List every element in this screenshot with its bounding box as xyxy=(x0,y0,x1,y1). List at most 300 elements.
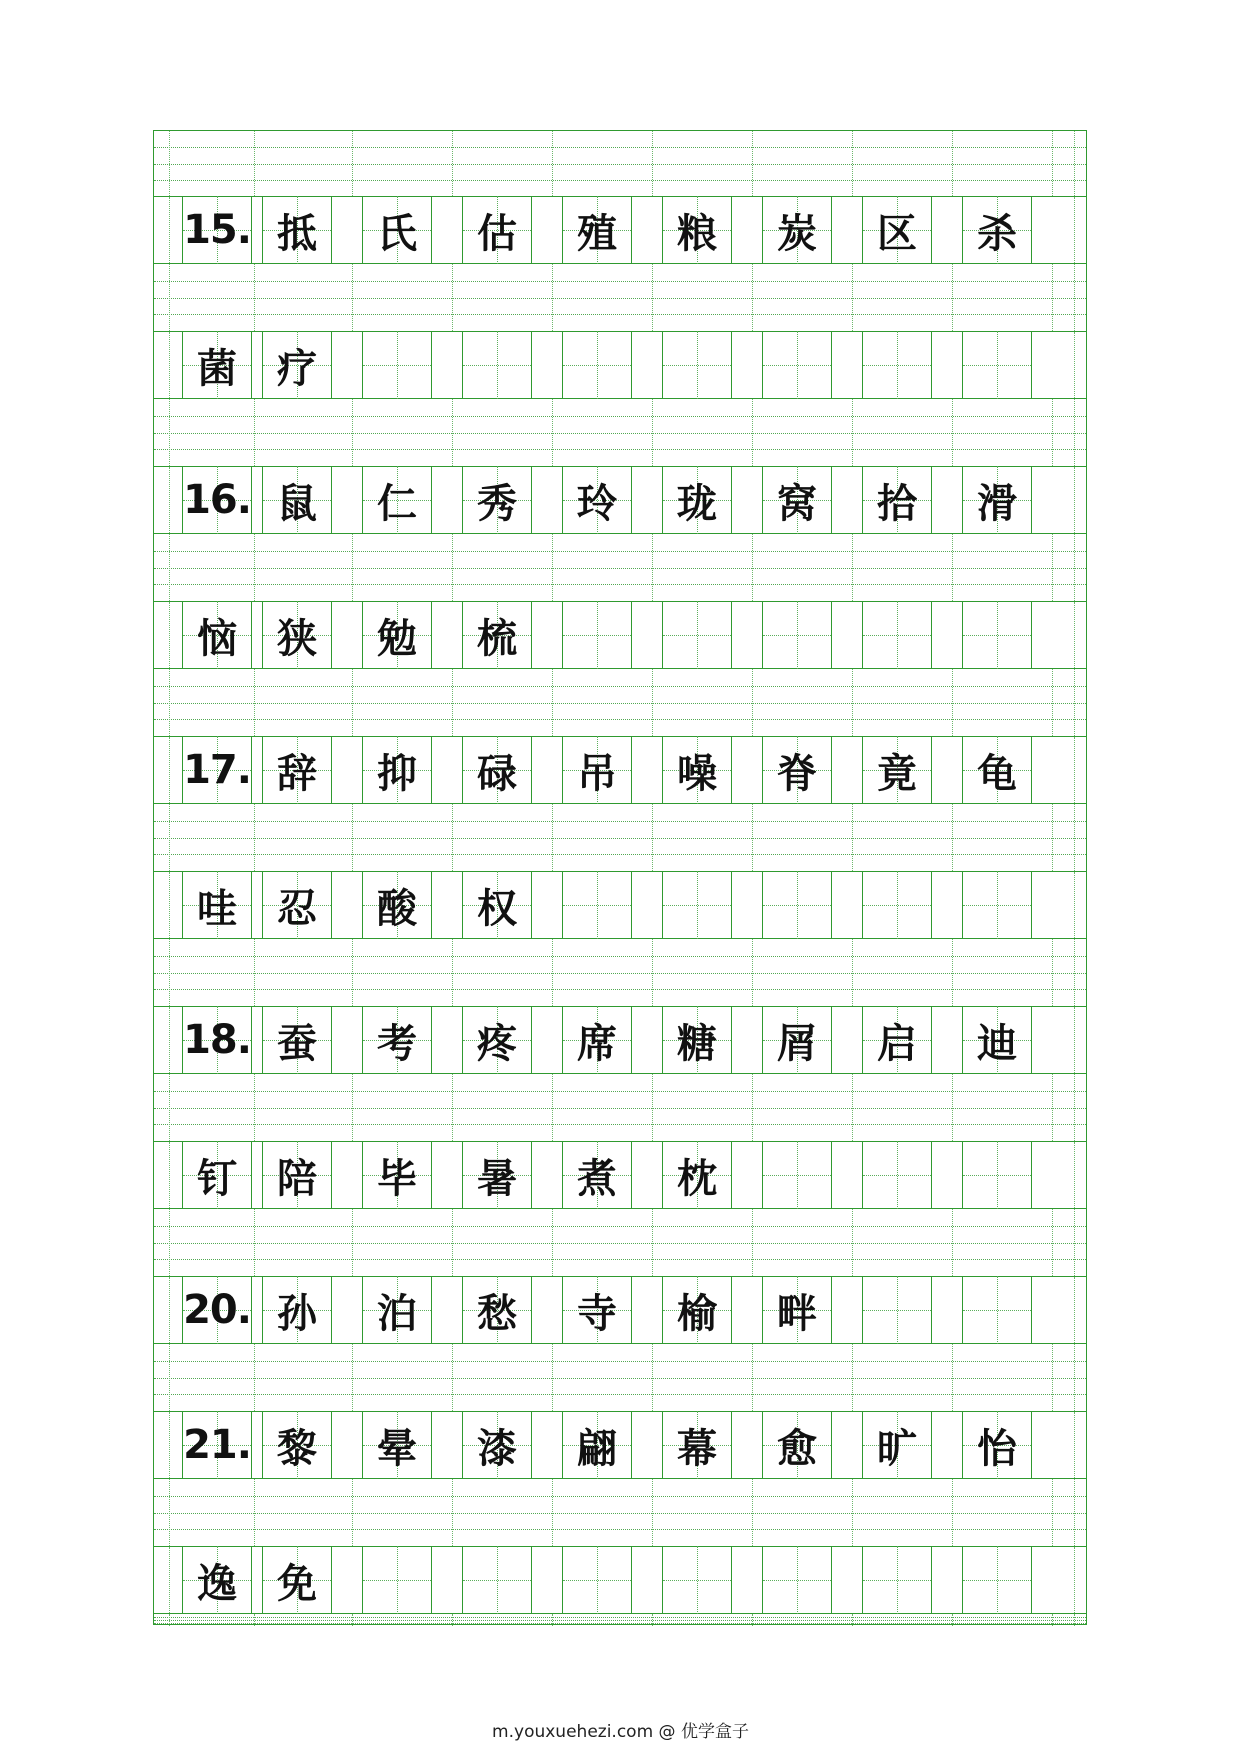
guide-line xyxy=(154,164,1086,165)
cell-guide-v xyxy=(897,601,898,669)
cell-guide-v xyxy=(397,1546,398,1614)
hanzi-character: 哇 xyxy=(197,884,237,932)
guide-tick xyxy=(852,939,853,1006)
gap-guide xyxy=(169,1547,170,1613)
character-cell xyxy=(862,1546,932,1614)
character-cell xyxy=(562,1276,632,1344)
guide-band xyxy=(154,939,1086,1006)
guide-tick xyxy=(952,1344,953,1411)
guide-tick xyxy=(852,399,853,466)
gap-guide xyxy=(169,1007,170,1073)
character-row xyxy=(154,331,1086,399)
guide-tick xyxy=(254,1614,255,1626)
guide-tick xyxy=(752,1614,753,1626)
guide-line xyxy=(154,314,1086,315)
gap-guide xyxy=(1074,332,1075,398)
hanzi-character: 迪 xyxy=(977,1019,1017,1067)
character-cell xyxy=(962,1546,1032,1614)
guide-tick xyxy=(352,1209,353,1276)
gap-guide xyxy=(1074,872,1075,938)
guide-tick xyxy=(752,939,753,1006)
guide-line xyxy=(154,1124,1086,1125)
guide-tick xyxy=(1052,939,1053,1006)
guide-tick xyxy=(169,939,170,1006)
character-cell xyxy=(262,1276,332,1344)
guide-tick xyxy=(254,804,255,871)
guide-tick xyxy=(852,131,853,196)
cell-guide-v xyxy=(997,331,998,399)
guide-line xyxy=(154,180,1086,181)
guide-tick xyxy=(852,534,853,601)
character-row xyxy=(154,871,1086,939)
guide-tick xyxy=(254,131,255,196)
character-cell xyxy=(362,1546,432,1614)
character-cell xyxy=(662,871,732,939)
character-cell xyxy=(262,736,332,804)
guide-line xyxy=(154,821,1086,822)
guide-line xyxy=(154,1108,1086,1109)
guide-line xyxy=(154,1243,1086,1244)
guide-band xyxy=(154,264,1086,331)
cell-guide-v xyxy=(697,601,698,669)
cell-guide-v xyxy=(797,1141,798,1209)
guide-band xyxy=(154,131,1086,196)
hanzi-character: 忍 xyxy=(277,884,317,932)
character-row xyxy=(154,736,1086,804)
guide-tick xyxy=(352,1479,353,1546)
hanzi-character: 席 xyxy=(577,1019,617,1067)
hanzi-character: 启 xyxy=(877,1019,917,1067)
character-cell xyxy=(362,196,432,264)
character-cell xyxy=(962,601,1032,669)
footer-watermark: m.youxuehezi.com @ 优学盒子 xyxy=(492,1722,749,1742)
guide-band xyxy=(154,1209,1086,1276)
character-cell xyxy=(562,871,632,939)
character-cell xyxy=(462,1276,532,1344)
hanzi-character: 榆 xyxy=(677,1289,717,1337)
hanzi-character: 煮 xyxy=(577,1154,617,1202)
gap-guide xyxy=(1074,197,1075,263)
guide-tick xyxy=(254,534,255,601)
guide-tick xyxy=(1074,1479,1075,1546)
guide-tick xyxy=(1052,804,1053,871)
hanzi-character: 抵 xyxy=(277,209,317,257)
cell-guide-v xyxy=(497,331,498,399)
item-number: 21. xyxy=(183,1422,251,1468)
hanzi-character: 杀 xyxy=(977,209,1017,257)
character-cell xyxy=(662,601,732,669)
guide-tick xyxy=(169,131,170,196)
guide-tick xyxy=(752,399,753,466)
guide-tick xyxy=(1052,1209,1053,1276)
hanzi-character: 逸 xyxy=(197,1559,237,1607)
guide-tick xyxy=(652,1479,653,1546)
guide-tick xyxy=(1074,131,1075,196)
gap-guide xyxy=(1074,467,1075,533)
guide-line xyxy=(154,1620,1086,1621)
character-cell xyxy=(362,466,432,534)
cell-guide-v xyxy=(897,871,898,939)
guide-tick xyxy=(352,399,353,466)
writing-grid-sheet xyxy=(153,130,1087,1625)
guide-tick xyxy=(552,1614,553,1626)
cell-guide-v xyxy=(397,331,398,399)
cell-guide-v xyxy=(797,1546,798,1614)
character-cell xyxy=(262,1006,332,1074)
character-cell xyxy=(462,871,532,939)
cell-guide-v xyxy=(997,1546,998,1614)
character-cell xyxy=(862,1006,932,1074)
guide-line xyxy=(154,1378,1086,1379)
guide-tick xyxy=(1074,399,1075,466)
item-number: 16. xyxy=(183,477,251,523)
guide-tick xyxy=(254,939,255,1006)
character-cell xyxy=(962,736,1032,804)
character-cell xyxy=(762,466,832,534)
cell-guide-v xyxy=(697,331,698,399)
cell-guide-v xyxy=(797,601,798,669)
guide-tick xyxy=(852,1209,853,1276)
item-number-cell xyxy=(182,1276,252,1344)
hanzi-character: 鼠 xyxy=(277,479,317,527)
hanzi-character: 怡 xyxy=(977,1424,1017,1472)
character-cell xyxy=(862,1141,932,1209)
guide-tick xyxy=(352,1074,353,1141)
hanzi-character: 疗 xyxy=(277,344,317,392)
gap-guide xyxy=(1074,1007,1075,1073)
hanzi-character: 钉 xyxy=(197,1154,237,1202)
guide-band xyxy=(154,1479,1086,1546)
hanzi-character: 勉 xyxy=(377,614,417,662)
item-number: 20. xyxy=(183,1287,251,1333)
guide-tick xyxy=(752,1209,753,1276)
hanzi-character: 辞 xyxy=(277,749,317,797)
hanzi-character: 梳 xyxy=(477,614,517,662)
guide-line xyxy=(154,838,1086,839)
guide-tick xyxy=(952,1614,953,1626)
guide-tick xyxy=(452,1209,453,1276)
cell-guide-v xyxy=(597,331,598,399)
hanzi-character: 抑 xyxy=(377,749,417,797)
character-cell xyxy=(662,331,732,399)
guide-tick xyxy=(552,939,553,1006)
guide-tick xyxy=(752,669,753,736)
guide-tick xyxy=(552,1344,553,1411)
character-cell xyxy=(862,196,932,264)
character-cell xyxy=(262,331,332,399)
hanzi-character: 免 xyxy=(277,1559,317,1607)
guide-tick xyxy=(552,264,553,331)
cell-guide-v xyxy=(897,331,898,399)
guide-tick xyxy=(1052,1074,1053,1141)
character-cell xyxy=(962,331,1032,399)
guide-tick xyxy=(952,1074,953,1141)
character-row xyxy=(154,1276,1086,1344)
hanzi-character: 权 xyxy=(477,884,517,932)
character-cell xyxy=(762,196,832,264)
item-number-cell xyxy=(182,1006,252,1074)
guide-tick xyxy=(952,534,953,601)
character-cell xyxy=(562,196,632,264)
guide-tick xyxy=(652,264,653,331)
guide-line xyxy=(154,1226,1086,1227)
cell-guide-v xyxy=(597,1546,598,1614)
guide-tick xyxy=(1052,1479,1053,1546)
guide-line xyxy=(154,1361,1086,1362)
guide-tick xyxy=(452,399,453,466)
guide-tick xyxy=(552,131,553,196)
character-cell xyxy=(262,1411,332,1479)
guide-line xyxy=(154,568,1086,569)
hanzi-character: 毕 xyxy=(377,1154,417,1202)
character-cell xyxy=(562,1411,632,1479)
character-cell xyxy=(182,1546,252,1614)
character-cell xyxy=(182,601,252,669)
character-cell xyxy=(462,466,532,534)
hanzi-character: 酸 xyxy=(377,884,417,932)
character-cell xyxy=(862,1411,932,1479)
character-cell xyxy=(662,736,732,804)
gap-guide xyxy=(1074,737,1075,803)
guide-band xyxy=(154,1614,1086,1626)
character-cell xyxy=(562,601,632,669)
guide-line xyxy=(154,1623,1086,1624)
guide-line xyxy=(154,719,1086,720)
character-cell xyxy=(182,331,252,399)
character-cell xyxy=(362,736,432,804)
guide-tick xyxy=(552,1479,553,1546)
gap-guide xyxy=(169,467,170,533)
hanzi-character: 晕 xyxy=(377,1424,417,1472)
character-cell xyxy=(182,1141,252,1209)
guide-tick xyxy=(852,1344,853,1411)
guide-tick xyxy=(652,939,653,1006)
character-cell xyxy=(462,1411,532,1479)
gap-guide xyxy=(169,1277,170,1343)
cell-guide-v xyxy=(897,1546,898,1614)
guide-tick xyxy=(452,669,453,736)
guide-tick xyxy=(452,1479,453,1546)
character-cell xyxy=(862,871,932,939)
hanzi-character: 翩 xyxy=(577,1424,617,1472)
hanzi-character: 估 xyxy=(477,209,517,257)
guide-tick xyxy=(352,939,353,1006)
gap-guide xyxy=(1074,1142,1075,1208)
gap-guide xyxy=(1074,1547,1075,1613)
character-cell xyxy=(662,196,732,264)
guide-tick xyxy=(452,1344,453,1411)
character-cell xyxy=(362,871,432,939)
character-row xyxy=(154,1006,1086,1074)
character-row xyxy=(154,1141,1086,1209)
hanzi-character: 玲 xyxy=(577,479,617,527)
character-row xyxy=(154,466,1086,534)
guide-line xyxy=(154,1513,1086,1514)
guide-tick xyxy=(169,1614,170,1626)
guide-line xyxy=(154,433,1086,434)
hanzi-character: 拾 xyxy=(877,479,917,527)
gap-guide xyxy=(169,332,170,398)
guide-line xyxy=(154,416,1086,417)
gap-guide xyxy=(169,737,170,803)
guide-tick xyxy=(752,1479,753,1546)
cell-guide-v xyxy=(597,601,598,669)
guide-tick xyxy=(952,1479,953,1546)
guide-tick xyxy=(254,399,255,466)
guide-tick xyxy=(852,1614,853,1626)
guide-tick xyxy=(1074,669,1075,736)
gap-guide xyxy=(1074,1277,1075,1343)
gap-guide xyxy=(169,1142,170,1208)
item-number-cell xyxy=(182,736,252,804)
character-row xyxy=(154,1411,1086,1479)
guide-tick xyxy=(254,1479,255,1546)
character-row xyxy=(154,1546,1086,1614)
guide-tick xyxy=(169,534,170,601)
guide-band xyxy=(154,804,1086,871)
hanzi-character: 仁 xyxy=(377,479,417,527)
guide-tick xyxy=(1074,1209,1075,1276)
character-row xyxy=(154,601,1086,669)
guide-tick xyxy=(254,264,255,331)
character-cell xyxy=(762,1411,832,1479)
character-cell xyxy=(662,466,732,534)
character-cell xyxy=(762,601,832,669)
guide-line xyxy=(154,147,1086,148)
hanzi-character: 孙 xyxy=(277,1289,317,1337)
guide-tick xyxy=(952,939,953,1006)
guide-tick xyxy=(352,669,353,736)
guide-tick xyxy=(1074,939,1075,1006)
guide-tick xyxy=(1052,131,1053,196)
guide-tick xyxy=(452,939,453,1006)
guide-tick xyxy=(852,669,853,736)
hanzi-character: 吊 xyxy=(577,749,617,797)
guide-tick xyxy=(952,131,953,196)
guide-line xyxy=(154,703,1086,704)
guide-tick xyxy=(1052,264,1053,331)
guide-tick xyxy=(852,1479,853,1546)
guide-tick xyxy=(552,534,553,601)
guide-band xyxy=(154,399,1086,466)
guide-tick xyxy=(1052,1614,1053,1626)
item-number-cell xyxy=(182,196,252,264)
hanzi-character: 脊 xyxy=(777,749,817,797)
guide-tick xyxy=(652,1614,653,1626)
item-number: 15. xyxy=(183,207,251,253)
guide-tick xyxy=(352,131,353,196)
guide-tick xyxy=(1052,399,1053,466)
character-cell xyxy=(762,1546,832,1614)
guide-tick xyxy=(952,669,953,736)
guide-tick xyxy=(254,1209,255,1276)
character-cell xyxy=(762,1006,832,1074)
guide-tick xyxy=(1074,264,1075,331)
guide-tick xyxy=(169,1209,170,1276)
guide-line xyxy=(154,854,1086,855)
hanzi-character: 愈 xyxy=(777,1424,817,1472)
guide-line xyxy=(154,1394,1086,1395)
guide-tick xyxy=(952,804,953,871)
hanzi-character: 糖 xyxy=(677,1019,717,1067)
guide-line xyxy=(154,281,1086,282)
guide-tick xyxy=(169,264,170,331)
character-row xyxy=(154,196,1086,264)
character-cell xyxy=(362,601,432,669)
character-cell xyxy=(362,1411,432,1479)
character-cell xyxy=(562,1546,632,1614)
character-cell xyxy=(862,601,932,669)
hanzi-character: 旷 xyxy=(877,1424,917,1472)
guide-tick xyxy=(352,1344,353,1411)
character-cell xyxy=(962,1141,1032,1209)
hanzi-character: 炭 xyxy=(777,209,817,257)
hanzi-character: 陪 xyxy=(277,1154,317,1202)
character-cell xyxy=(462,1141,532,1209)
hanzi-character: 寺 xyxy=(577,1289,617,1337)
cell-guide-v xyxy=(797,331,798,399)
hanzi-character: 泊 xyxy=(377,1289,417,1337)
guide-tick xyxy=(652,1344,653,1411)
guide-tick xyxy=(169,399,170,466)
guide-line xyxy=(154,1617,1086,1618)
cell-guide-v xyxy=(997,1276,998,1344)
character-cell xyxy=(462,1546,532,1614)
guide-tick xyxy=(752,1344,753,1411)
hanzi-character: 菌 xyxy=(197,344,237,392)
character-cell xyxy=(862,331,932,399)
character-cell xyxy=(462,196,532,264)
character-cell xyxy=(862,736,932,804)
character-cell xyxy=(562,466,632,534)
hanzi-character: 珑 xyxy=(677,479,717,527)
guide-line xyxy=(154,973,1086,974)
guide-band xyxy=(154,1344,1086,1411)
guide-tick xyxy=(352,264,353,331)
hanzi-character: 区 xyxy=(877,209,917,257)
guide-tick xyxy=(652,1074,653,1141)
character-cell xyxy=(462,331,532,399)
cell-guide-v xyxy=(597,871,598,939)
hanzi-character: 畔 xyxy=(777,1289,817,1337)
guide-tick xyxy=(452,1074,453,1141)
character-cell xyxy=(662,1006,732,1074)
character-cell xyxy=(562,1141,632,1209)
character-cell xyxy=(362,1276,432,1344)
guide-tick xyxy=(752,264,753,331)
character-cell xyxy=(562,331,632,399)
item-number: 18. xyxy=(183,1017,251,1063)
cell-guide-v xyxy=(997,601,998,669)
guide-line xyxy=(154,1259,1086,1260)
character-cell xyxy=(262,871,332,939)
guide-line xyxy=(154,1496,1086,1497)
hanzi-character: 黎 xyxy=(277,1424,317,1472)
guide-tick xyxy=(1074,1614,1075,1626)
guide-tick xyxy=(652,804,653,871)
gap-guide xyxy=(1074,602,1075,668)
character-cell xyxy=(762,331,832,399)
guide-tick xyxy=(752,131,753,196)
item-number-cell xyxy=(182,466,252,534)
gap-guide xyxy=(1074,1412,1075,1478)
character-cell xyxy=(362,1141,432,1209)
guide-line xyxy=(154,551,1086,552)
guide-line xyxy=(154,989,1086,990)
hanzi-character: 疼 xyxy=(477,1019,517,1067)
character-cell xyxy=(462,1006,532,1074)
hanzi-character: 碌 xyxy=(477,749,517,797)
